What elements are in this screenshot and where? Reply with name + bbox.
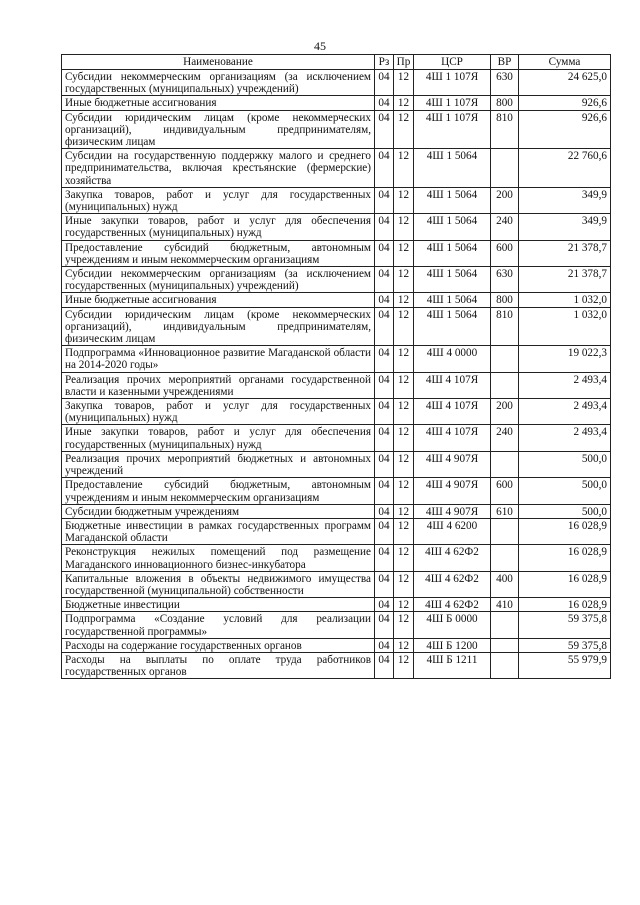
- table-row: [62, 571, 611, 597]
- row-pr-cell: 12: [394, 346, 414, 372]
- row-csr-cell: 4Ш 1 5064: [414, 307, 491, 346]
- row-vr-cell: 600: [491, 478, 519, 504]
- table-row: [62, 545, 611, 571]
- row-csr-cell: 4Ш Б 1211: [414, 652, 491, 678]
- table-row: [62, 478, 611, 504]
- row-pr-cell: 12: [394, 478, 414, 504]
- row-rz-cell: 04: [375, 451, 394, 477]
- row-csr-cell: 4Ш Б 0000: [414, 612, 491, 638]
- row-rz-cell: 04: [375, 110, 394, 149]
- row-pr-cell: 12: [394, 372, 414, 398]
- row-vr-cell: [491, 612, 519, 638]
- table-row: [62, 187, 611, 213]
- row-rz-cell: 04: [375, 399, 394, 425]
- header-vr: ВР: [491, 55, 519, 70]
- row-sum-cell: 22 760,6: [519, 149, 611, 188]
- table-row: [62, 214, 611, 240]
- row-pr-cell: 12: [394, 240, 414, 266]
- table-row: [62, 240, 611, 266]
- row-rz-cell: 04: [375, 187, 394, 213]
- row-pr-cell: 12: [394, 518, 414, 544]
- row-rz-cell: 04: [375, 598, 394, 612]
- header-pr: Пр: [394, 55, 414, 70]
- row-sum-cell: 16 028,9: [519, 598, 611, 612]
- table-row: [62, 652, 611, 678]
- row-rz-cell: 04: [375, 571, 394, 597]
- table-row: [62, 612, 611, 638]
- budget-table: [61, 54, 611, 679]
- row-vr-cell: 810: [491, 110, 519, 149]
- row-rz-cell: 04: [375, 504, 394, 518]
- row-name-cell: Предоставление субсидий бюджетным, автономным учреждениям и иным некоммерческим организациям: [62, 478, 375, 504]
- table-row: [62, 598, 611, 612]
- row-rz-cell: 04: [375, 267, 394, 293]
- row-sum-cell: 59 375,8: [519, 638, 611, 652]
- row-csr-cell: 4Ш 1 5064: [414, 187, 491, 213]
- row-csr-cell: 4Ш 4 107Я: [414, 372, 491, 398]
- row-vr-cell: [491, 518, 519, 544]
- row-csr-cell: 4Ш 1 5064: [414, 293, 491, 307]
- row-name-cell: Предоставление субсидий бюджетным, автономным учреждениям и иным некоммерческим организациям: [62, 240, 375, 266]
- row-sum-cell: 2 493,4: [519, 425, 611, 451]
- row-sum-cell: 1 032,0: [519, 307, 611, 346]
- row-csr-cell: 4Ш 1 5064: [414, 240, 491, 266]
- row-pr-cell: 12: [394, 187, 414, 213]
- row-sum-cell: 21 378,7: [519, 267, 611, 293]
- row-vr-cell: [491, 346, 519, 372]
- table-row: [62, 307, 611, 346]
- row-pr-cell: 12: [394, 571, 414, 597]
- table-row: [62, 293, 611, 307]
- row-pr-cell: 12: [394, 214, 414, 240]
- row-name-cell: Расходы на содержание государственных органов: [62, 638, 375, 652]
- row-vr-cell: 200: [491, 399, 519, 425]
- row-rz-cell: 04: [375, 240, 394, 266]
- row-name-cell: Реконструкция нежилых помещений под размещение Магаданского инновационного бизнес-инкубатора: [62, 545, 375, 571]
- row-rz-cell: 04: [375, 307, 394, 346]
- row-sum-cell: 2 493,4: [519, 399, 611, 425]
- row-sum-cell: 19 022,3: [519, 346, 611, 372]
- row-pr-cell: 12: [394, 545, 414, 571]
- row-csr-cell: 4Ш 4 0000: [414, 346, 491, 372]
- row-rz-cell: 04: [375, 652, 394, 678]
- table-row: [62, 399, 611, 425]
- row-name-cell: Капитальные вложения в объекты недвижимого имущества государственной (муниципальной) собственности: [62, 571, 375, 597]
- row-name-cell: Закупка товаров, работ и услуг для государственных (муниципальных) нужд: [62, 187, 375, 213]
- row-vr-cell: 810: [491, 307, 519, 346]
- row-pr-cell: 12: [394, 598, 414, 612]
- row-rz-cell: 04: [375, 96, 394, 110]
- row-pr-cell: 12: [394, 504, 414, 518]
- row-pr-cell: 12: [394, 70, 414, 96]
- row-sum-cell: 24 625,0: [519, 70, 611, 96]
- row-vr-cell: 240: [491, 214, 519, 240]
- row-pr-cell: 12: [394, 110, 414, 149]
- row-pr-cell: 12: [394, 425, 414, 451]
- row-name-cell: Иные бюджетные ассигнования: [62, 293, 375, 307]
- table-row: [62, 96, 611, 110]
- table-row: [62, 518, 611, 544]
- row-sum-cell: 926,6: [519, 110, 611, 149]
- row-vr-cell: [491, 372, 519, 398]
- row-vr-cell: [491, 149, 519, 188]
- row-rz-cell: 04: [375, 478, 394, 504]
- row-sum-cell: 16 028,9: [519, 545, 611, 571]
- row-vr-cell: 630: [491, 70, 519, 96]
- row-name-cell: Субсидии некоммерческим организациям (за исключением государственных (муниципальных) учреждений): [62, 267, 375, 293]
- row-rz-cell: 04: [375, 293, 394, 307]
- row-name-cell: Иные закупки товаров, работ и услуг для обеспечения государственных (муниципальных) нужд: [62, 425, 375, 451]
- table-row: [62, 638, 611, 652]
- header-csr: ЦСР: [414, 55, 491, 70]
- header-rz: Рз: [375, 55, 394, 70]
- table-header-row: [62, 55, 611, 70]
- row-rz-cell: 04: [375, 425, 394, 451]
- table-row: [62, 346, 611, 372]
- row-sum-cell: 349,9: [519, 187, 611, 213]
- row-sum-cell: 1 032,0: [519, 293, 611, 307]
- row-csr-cell: 4Ш 1 107Я: [414, 70, 491, 96]
- row-vr-cell: 800: [491, 293, 519, 307]
- row-csr-cell: 4Ш 4 62Ф2: [414, 545, 491, 571]
- row-pr-cell: 12: [394, 652, 414, 678]
- row-sum-cell: 16 028,9: [519, 518, 611, 544]
- row-vr-cell: [491, 652, 519, 678]
- row-sum-cell: 59 375,8: [519, 612, 611, 638]
- table-body: [62, 70, 611, 679]
- row-rz-cell: 04: [375, 545, 394, 571]
- table-row: [62, 372, 611, 398]
- row-csr-cell: 4Ш 1 107Я: [414, 110, 491, 149]
- row-name-cell: Реализация прочих мероприятий бюджетных и автономных учреждений: [62, 451, 375, 477]
- row-csr-cell: 4Ш 1 5064: [414, 267, 491, 293]
- row-sum-cell: 926,6: [519, 96, 611, 110]
- row-sum-cell: 349,9: [519, 214, 611, 240]
- row-rz-cell: 04: [375, 638, 394, 652]
- row-vr-cell: 240: [491, 425, 519, 451]
- row-csr-cell: 4Ш 4 907Я: [414, 504, 491, 518]
- row-csr-cell: 4Ш 4 907Я: [414, 451, 491, 477]
- row-name-cell: Субсидии юридическим лицам (кроме некоммерческих организаций), индивидуальным предпринимателям, физическим лицам: [62, 110, 375, 149]
- table-row: [62, 110, 611, 149]
- row-name-cell: Расходы на выплаты по оплате труда работников государственных органов: [62, 652, 375, 678]
- row-csr-cell: 4Ш 4 907Я: [414, 478, 491, 504]
- row-csr-cell: 4Ш 4 107Я: [414, 425, 491, 451]
- row-vr-cell: 200: [491, 187, 519, 213]
- table-row: [62, 70, 611, 96]
- row-rz-cell: 04: [375, 518, 394, 544]
- row-sum-cell: 55 979,9: [519, 652, 611, 678]
- row-name-cell: Бюджетные инвестиции: [62, 598, 375, 612]
- header-sum: Сумма: [519, 55, 611, 70]
- row-name-cell: Реализация прочих мероприятий органами государственной власти и казенными учреждениями: [62, 372, 375, 398]
- row-vr-cell: [491, 638, 519, 652]
- row-rz-cell: 04: [375, 214, 394, 240]
- row-rz-cell: 04: [375, 149, 394, 188]
- row-sum-cell: 16 028,9: [519, 571, 611, 597]
- row-rz-cell: 04: [375, 372, 394, 398]
- row-pr-cell: 12: [394, 638, 414, 652]
- row-pr-cell: 12: [394, 267, 414, 293]
- row-rz-cell: 04: [375, 612, 394, 638]
- row-csr-cell: 4Ш Б 1200: [414, 638, 491, 652]
- row-pr-cell: 12: [394, 307, 414, 346]
- row-name-cell: Подпрограмма «Инновационное развитие Магаданской области на 2014-2020 годы»: [62, 346, 375, 372]
- row-sum-cell: 500,0: [519, 504, 611, 518]
- row-sum-cell: 500,0: [519, 451, 611, 477]
- header-name: Наименование: [62, 55, 375, 70]
- row-pr-cell: 12: [394, 149, 414, 188]
- row-vr-cell: 400: [491, 571, 519, 597]
- row-pr-cell: 12: [394, 451, 414, 477]
- row-name-cell: Субсидии бюджетным учреждениям: [62, 504, 375, 518]
- page-number: 45: [314, 39, 326, 53]
- row-vr-cell: 600: [491, 240, 519, 266]
- table-row: [62, 425, 611, 451]
- row-name-cell: Бюджетные инвестиции в рамках государственных программ Магаданской области: [62, 518, 375, 544]
- row-sum-cell: 2 493,4: [519, 372, 611, 398]
- row-vr-cell: [491, 545, 519, 571]
- row-vr-cell: [491, 451, 519, 477]
- row-vr-cell: 410: [491, 598, 519, 612]
- row-csr-cell: 4Ш 1 107Я: [414, 96, 491, 110]
- row-name-cell: Подпрограмма «Создание условий для реализации государственной программы»: [62, 612, 375, 638]
- row-vr-cell: 610: [491, 504, 519, 518]
- row-sum-cell: 500,0: [519, 478, 611, 504]
- table-row: [62, 267, 611, 293]
- row-name-cell: Субсидии юридическим лицам (кроме некоммерческих организаций), индивидуальным предпринимателям, физическим лицам: [62, 307, 375, 346]
- row-name-cell: Субсидии на государственную поддержку малого и среднего предпринимательства, включая крестьянские (фермерские) хозяйства: [62, 149, 375, 188]
- row-csr-cell: 4Ш 4 62Ф2: [414, 598, 491, 612]
- row-csr-cell: 4Ш 4 62Ф2: [414, 571, 491, 597]
- table-row: [62, 149, 611, 188]
- row-name-cell: Субсидии некоммерческим организациям (за исключением государственных (муниципальных) учреждений): [62, 70, 375, 96]
- table-row: [62, 451, 611, 477]
- row-name-cell: Закупка товаров, работ и услуг для государственных (муниципальных) нужд: [62, 399, 375, 425]
- row-vr-cell: 800: [491, 96, 519, 110]
- row-pr-cell: 12: [394, 96, 414, 110]
- row-rz-cell: 04: [375, 346, 394, 372]
- row-csr-cell: 4Ш 1 5064: [414, 214, 491, 240]
- row-sum-cell: 21 378,7: [519, 240, 611, 266]
- row-pr-cell: 12: [394, 612, 414, 638]
- table-row: [62, 504, 611, 518]
- row-csr-cell: 4Ш 4 6200: [414, 518, 491, 544]
- row-vr-cell: 630: [491, 267, 519, 293]
- row-rz-cell: 04: [375, 70, 394, 96]
- row-pr-cell: 12: [394, 293, 414, 307]
- row-name-cell: Иные бюджетные ассигнования: [62, 96, 375, 110]
- row-pr-cell: 12: [394, 399, 414, 425]
- row-csr-cell: 4Ш 4 107Я: [414, 399, 491, 425]
- row-csr-cell: 4Ш 1 5064: [414, 149, 491, 188]
- row-name-cell: Иные закупки товаров, работ и услуг для обеспечения государственных (муниципальных) нужд: [62, 214, 375, 240]
